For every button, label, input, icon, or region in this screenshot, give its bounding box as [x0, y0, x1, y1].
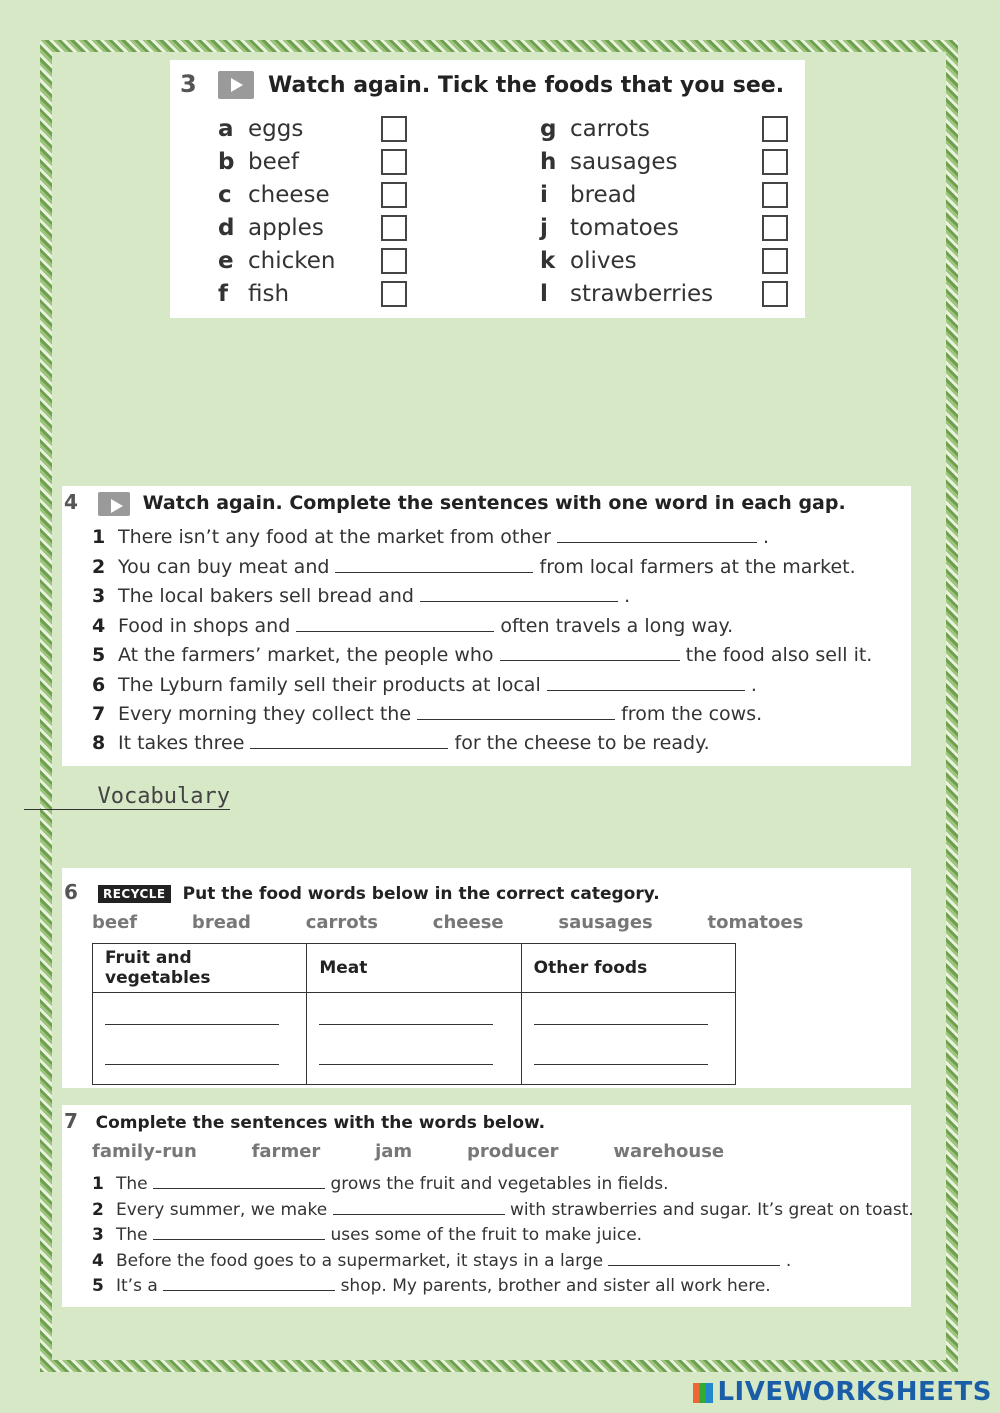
sentence-1: 1 The grows the fruit and vegetables in fields. [92, 1174, 669, 1194]
word-bank: beef bread carrots cheese sausages tomatoes [92, 912, 804, 933]
sentence-3: 3 The local bakers sell bread and . [92, 585, 631, 607]
tick-box-d[interactable] [381, 215, 407, 241]
table-cell [307, 993, 521, 1085]
list-item: i bread [540, 182, 637, 208]
exercise-number: 6 [64, 880, 78, 904]
answer-gap-4[interactable] [296, 613, 494, 632]
answer-line[interactable] [319, 1063, 493, 1065]
list-item: k olives [540, 248, 637, 274]
play-icon[interactable] [218, 71, 254, 99]
tick-box-j[interactable] [762, 215, 788, 241]
answer-gap-8[interactable] [250, 730, 448, 749]
answer-gap-3[interactable] [420, 583, 618, 602]
list-item: g carrots [540, 116, 650, 142]
table-header: Other foods [521, 944, 735, 993]
logo-icon [693, 1383, 713, 1403]
recycle-badge: RECYCLE [98, 885, 171, 903]
table-header: Meat [307, 944, 521, 993]
sentence-4: 4 Before the food goes to a supermarket, it stays in a large . [92, 1251, 792, 1271]
answer-gap-1[interactable] [557, 524, 757, 543]
tick-box-k[interactable] [762, 248, 788, 274]
exercise-instruction: Watch again. Tick the foods that you see. [267, 73, 785, 98]
list-item: e chicken [218, 248, 336, 274]
table-cell [521, 993, 735, 1085]
answer-gap-3[interactable] [153, 1223, 325, 1240]
sentence-4: 4 Food in shops and often travels a long way. [92, 615, 734, 637]
tick-box-i[interactable] [762, 182, 788, 208]
table-header: Fruit and vegetables [93, 944, 307, 993]
list-item: h sausages [540, 149, 678, 175]
list-item: b beef [218, 149, 299, 175]
answer-line[interactable] [534, 1023, 708, 1025]
play-icon[interactable] [98, 492, 130, 516]
tick-box-a[interactable] [381, 116, 407, 142]
exercise-6-panel [62, 868, 911, 1088]
answer-gap-4[interactable] [608, 1249, 780, 1266]
sentence-6: 6 The Lyburn family sell their products at local . [92, 674, 757, 696]
tick-box-g[interactable] [762, 116, 788, 142]
sentence-2: 2 You can buy meat and from local farmers at the market. [92, 556, 856, 578]
answer-gap-5[interactable] [163, 1274, 335, 1291]
exercise-3-panel [170, 60, 805, 318]
answer-gap-2[interactable] [335, 554, 533, 573]
tick-box-l[interactable] [762, 281, 788, 307]
exercise-7-panel [62, 1105, 914, 1307]
list-item: d apples [218, 215, 324, 241]
sentence-8: 8 It takes three for the cheese to be ready. [92, 732, 710, 754]
exercise-number: 4 [64, 490, 78, 514]
section-heading-vocabulary: Vocabulary [24, 784, 230, 810]
tick-box-c[interactable] [381, 182, 407, 208]
answer-line[interactable] [105, 1023, 279, 1025]
exercise-instruction: Put the food words below in the correct category. [182, 884, 660, 904]
tick-box-h[interactable] [762, 149, 788, 175]
sentence-5: 5 At the farmers’ market, the people who the food also sell it. [92, 644, 873, 666]
tick-box-b[interactable] [381, 149, 407, 175]
sentence-7: 7 Every morning they collect the from the cows. [92, 703, 763, 725]
answer-line[interactable] [105, 1063, 279, 1065]
exercise-number: 3 [180, 70, 197, 98]
sentence-1: 1 There isn’t any food at the market from other . [92, 526, 770, 548]
exercise-instruction: Complete the sentences with the words below. [95, 1113, 546, 1133]
sentence-2: 2 Every summer, we make with strawberries and sugar. It’s great on toast. [92, 1200, 914, 1220]
list-item: l strawberries [540, 281, 714, 307]
answer-line[interactable] [319, 1023, 493, 1025]
exercise-4-panel [62, 486, 911, 766]
answer-gap-6[interactable] [547, 672, 745, 691]
answer-line[interactable] [534, 1063, 708, 1065]
answer-gap-7[interactable] [417, 701, 615, 720]
category-table [92, 943, 736, 1085]
list-item: c cheese [218, 182, 330, 208]
exercise-number: 7 [64, 1109, 78, 1133]
exercise-instruction: Watch again. Complete the sentences with one word in each gap. [142, 492, 846, 514]
answer-gap-5[interactable] [500, 642, 680, 661]
answer-gap-1[interactable] [153, 1172, 325, 1189]
sentence-3: 3 The uses some of the fruit to make juice. [92, 1225, 643, 1245]
answer-gap-2[interactable] [333, 1198, 505, 1215]
list-item: f fish [218, 281, 290, 307]
tick-box-e[interactable] [381, 248, 407, 274]
word-bank: family-run farmer jam producer warehouse [92, 1141, 725, 1162]
table-cell [93, 993, 307, 1085]
list-item: j tomatoes [540, 215, 679, 241]
tick-box-f[interactable] [381, 281, 407, 307]
liveworksheets-logo: LIVEWORKSHEETS [693, 1377, 992, 1407]
list-item: a eggs [218, 116, 304, 142]
sentence-5: 5 It’s a shop. My parents, brother and sister all work here. [92, 1276, 771, 1296]
